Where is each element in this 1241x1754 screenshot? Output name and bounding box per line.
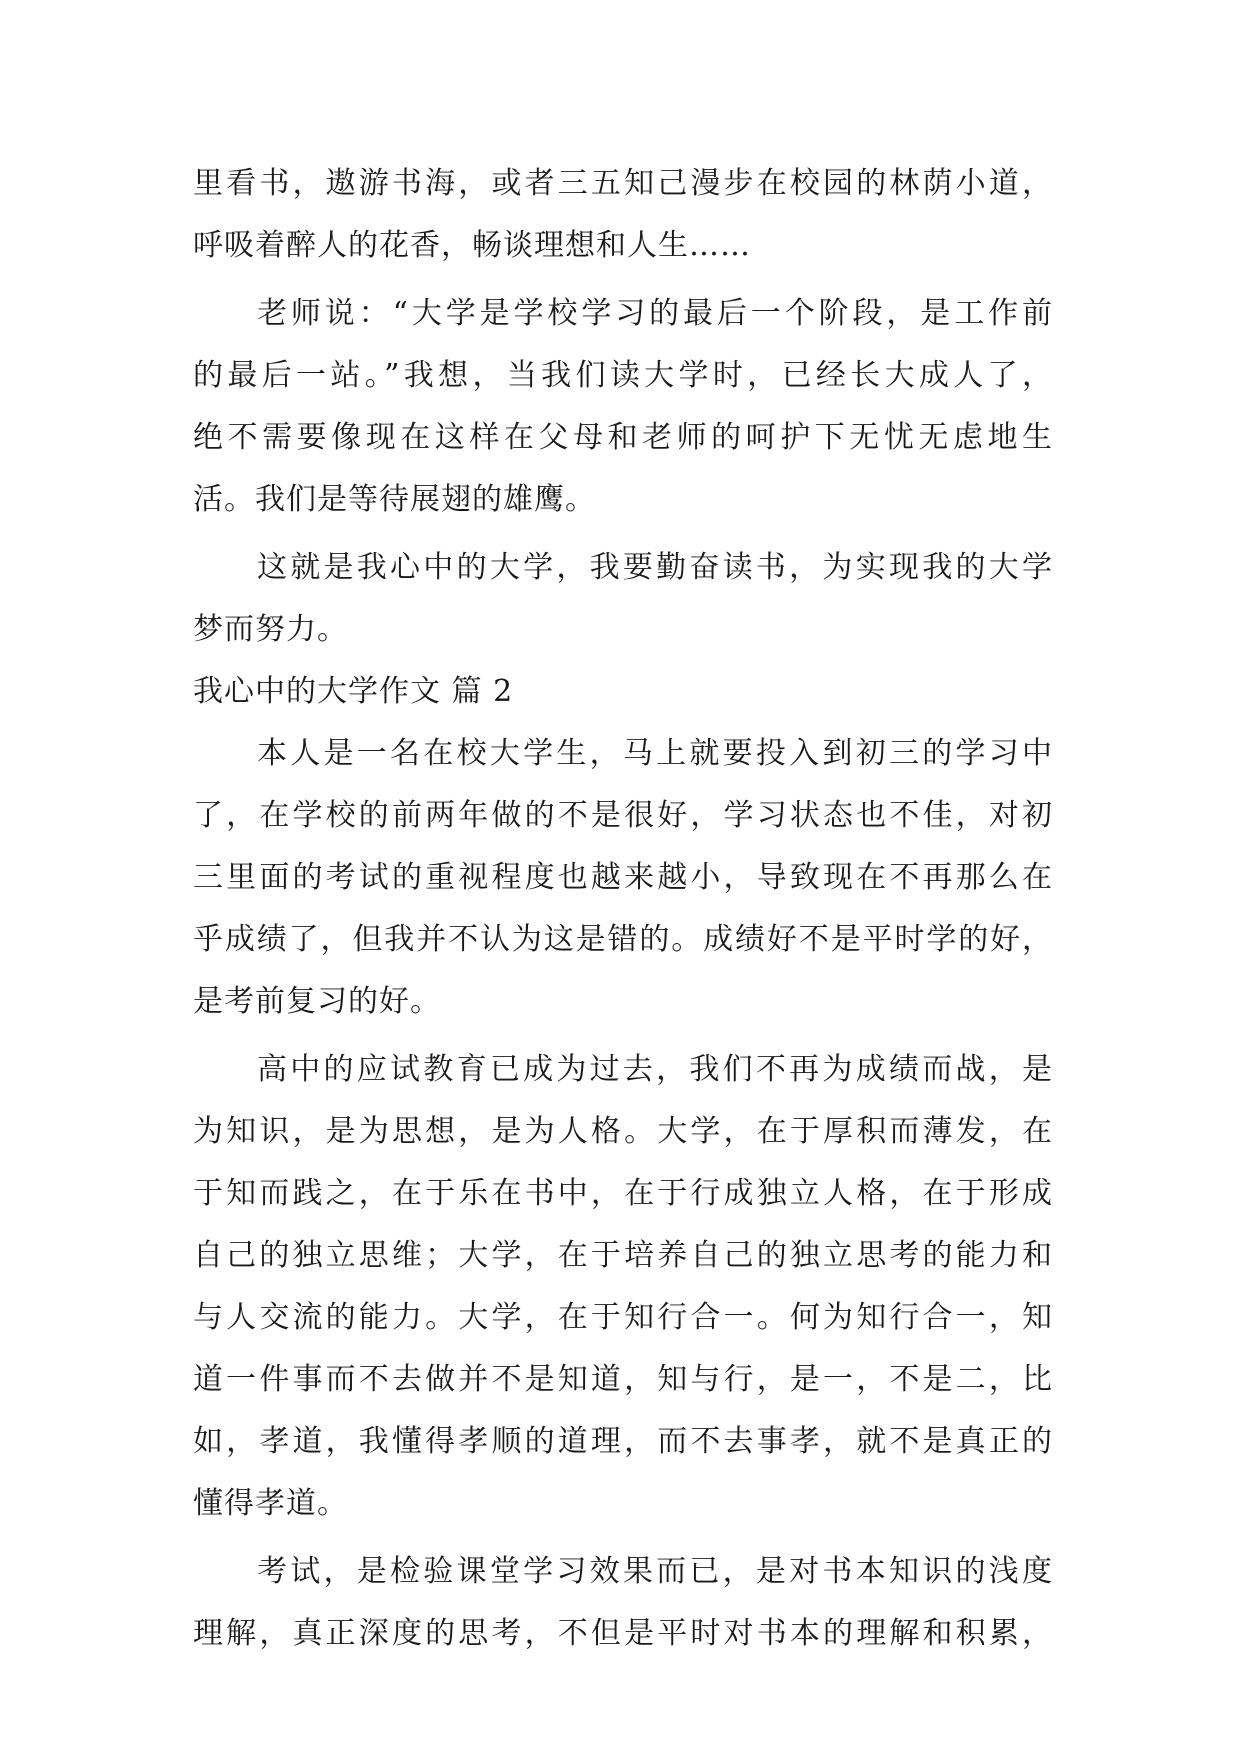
paragraph-line: 是考前复习的好。 (193, 984, 441, 1019)
paragraph-line: 为知识，是为思想，是为人格。大学，在于厚积而薄发，在 (193, 1114, 1053, 1149)
paragraph-line: 的最后一站。”我想，当我们读大学时，已经长大成人了， (193, 358, 1053, 393)
paragraph-line: 了，在学校的前两年做的不是很好，学习状态也不佳，对初 (193, 798, 1053, 833)
paragraph-line: 呼吸着醉人的花香，畅谈理想和人生…… (193, 228, 751, 263)
paragraph-line: 三里面的考试的重视程度也越来越小，导致现在不再那么在 (193, 860, 1053, 895)
paragraph-line: 考试，是检验课堂学习效果而已，是对书本知识的浅度 (257, 1554, 1053, 1589)
paragraph-line: 自己的独立思维；大学，在于培养自己的独立思考的能力和 (193, 1238, 1053, 1273)
paragraph-line: 老师说：“大学是学校学习的最后一个阶段，是工作前 (257, 296, 1053, 331)
paragraph-line: 绝不需要像现在这样在父母和老师的呵护下无忧无虑地生 (193, 420, 1053, 455)
paragraph-line: 梦而努力。 (193, 612, 348, 647)
document-body (193, 153, 1053, 1665)
paragraph-line: 这就是我心中的大学，我要勤奋读书，为实现我的大学 (257, 550, 1053, 585)
paragraph-line: 本人是一名在校大学生，马上就要投入到初三的学习中 (257, 736, 1053, 771)
paragraph-line: 里看书，遨游书海，或者三五知己漫步在校园的林荫小道， (193, 166, 1053, 201)
paragraph-line: 乎成绩了，但我并不认为这是错的。成绩好不是平时学的好， (193, 922, 1053, 957)
paragraph-line: 道一件事而不去做并不是知道，知与行，是一，不是二，比 (193, 1362, 1053, 1397)
paragraph-line: 如，孝道，我懂得孝顺的道理，而不去事孝，就不是真正的 (193, 1424, 1053, 1459)
paragraph-line: 与人交流的能力。大学，在于知行合一。何为知行合一，知 (193, 1300, 1053, 1335)
paragraph-line: 高中的应试教育已成为过去，我们不再为成绩而战，是 (257, 1052, 1053, 1087)
paragraph-line: 于知而践之，在于乐在书中，在于行成独立人格，在于形成 (193, 1176, 1053, 1211)
section-heading: 我心中的大学作文 篇 2 (193, 674, 514, 709)
paragraph-line: 懂得孝道。 (193, 1486, 348, 1521)
paragraph-line: 活。我们是等待展翅的雄鹰。 (193, 482, 596, 517)
paragraph-line: 理解，真正深度的思考，不但是平时对书本的理解和积累， (193, 1616, 1053, 1651)
